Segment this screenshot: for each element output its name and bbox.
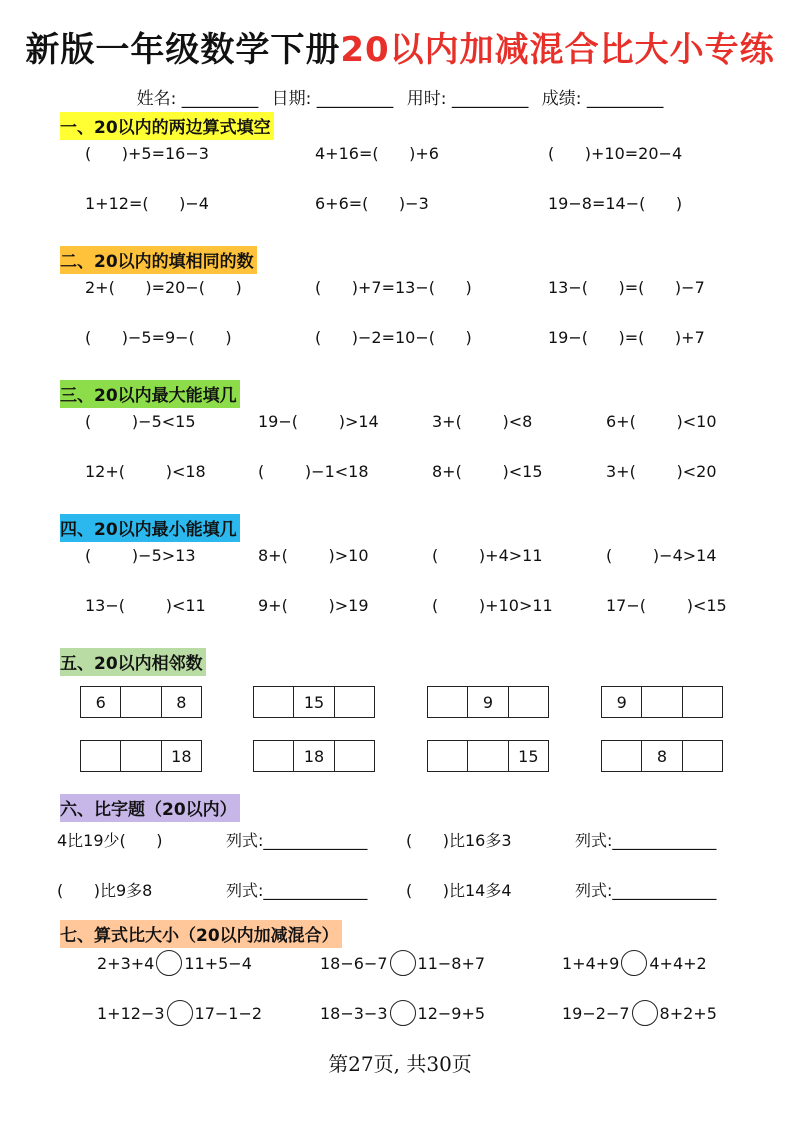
problem-row (0, 278, 800, 302)
number-box[interactable] (428, 687, 468, 717)
name-field[interactable]: 姓名: _________ (136, 89, 259, 109)
number-box[interactable] (254, 687, 294, 717)
neighbor-number-boxes (427, 686, 549, 718)
section-heading: 一、20以内的两边算式填空 (60, 112, 274, 140)
problem-item[interactable]: 9+( )>19 (258, 596, 369, 615)
compare-circle[interactable] (632, 1000, 658, 1026)
number-box[interactable] (642, 687, 682, 717)
problem-item[interactable]: 3+( )<8 (432, 412, 533, 431)
left-expression: 1+4+9 (562, 953, 620, 973)
problem-item[interactable]: ( )−5<15 (85, 412, 196, 431)
problem-item[interactable]: ( )−2=10−( ) (315, 328, 472, 347)
neighbor-number-boxes (601, 686, 723, 718)
problem-row (0, 328, 800, 352)
problem-item[interactable]: 19−8=14−( ) (548, 194, 683, 213)
problem-item[interactable]: ( )比16多3 (406, 831, 512, 850)
problem-item[interactable]: ( )+10=20−4 (548, 144, 683, 163)
number-box[interactable] (335, 741, 374, 771)
section-heading: 五、20以内相邻数 (60, 648, 206, 676)
number-box[interactable] (509, 687, 548, 717)
problem-item[interactable]: 13−( )=( )−7 (548, 278, 705, 297)
number-box[interactable] (683, 741, 722, 771)
problem-item[interactable]: ( )比9多8 (57, 881, 153, 900)
number-box: 9 (602, 687, 642, 717)
problem-row (0, 596, 800, 620)
student-info (0, 84, 800, 109)
problem-row (0, 828, 800, 852)
right-expression: 11−8+7 (417, 953, 486, 973)
problem-item[interactable]: ( )+4>11 (432, 546, 543, 565)
number-box: 9 (468, 687, 508, 717)
problem-item[interactable]: 4+16=( )+6 (315, 144, 439, 163)
neighbor-number-boxes (80, 740, 202, 772)
problem-item[interactable]: ( )−5=9−( ) (85, 328, 232, 347)
left-expression: 1+12−3 (97, 1003, 165, 1023)
problem-item[interactable]: 6+( )<10 (606, 412, 717, 431)
time-field[interactable]: 用时: _________ (406, 89, 529, 109)
neighbor-number-boxes (427, 740, 549, 772)
title-red: 20以内加减混合比大小专练 (340, 30, 775, 70)
problem-item[interactable]: 8+( )>10 (258, 546, 369, 565)
problem-item[interactable]: 列式:_____________ (226, 831, 368, 850)
section-heading: 七、算式比大小（20以内加减混合） (60, 920, 342, 948)
problem-item[interactable]: 3+( )<20 (606, 462, 717, 481)
problem-item[interactable]: 19−( )>14 (258, 412, 379, 431)
right-expression: 17−1−2 (194, 1003, 263, 1023)
problem-item[interactable]: ( )+10>11 (432, 596, 553, 615)
problem-item[interactable]: 2+( )=20−( ) (85, 278, 242, 297)
number-box: 18 (294, 741, 334, 771)
score-field[interactable]: 成绩: _________ (541, 89, 664, 109)
problem-item[interactable]: 列式:_____________ (226, 881, 368, 900)
left-expression: 18−3−3 (320, 1003, 388, 1023)
problem-item[interactable]: 4比19少( ) (57, 831, 163, 850)
problem-item[interactable]: 17−( )<15 (606, 596, 727, 615)
right-expression: 12−9+5 (417, 1003, 486, 1023)
problem-item[interactable]: ( )−1<18 (258, 462, 369, 481)
problem-item[interactable]: 8+( )<15 (432, 462, 543, 481)
compare-circle[interactable] (167, 1000, 193, 1026)
neighbor-number-boxes (253, 740, 375, 772)
left-expression: 2+3+4 (97, 953, 155, 973)
section-heading: 三、20以内最大能填几 (60, 380, 240, 408)
number-box[interactable] (254, 741, 294, 771)
section-heading: 四、20以内最小能填几 (60, 514, 240, 542)
date-field[interactable]: 日期: _________ (271, 89, 394, 109)
problem-item[interactable]: ( )+5=16−3 (85, 144, 209, 163)
number-box: 8 (176, 692, 187, 712)
number-box: 8 (642, 741, 682, 771)
number-box[interactable] (81, 741, 121, 771)
left-expression: 18−6−7 (320, 953, 388, 973)
problem-row (0, 194, 800, 218)
problem-item[interactable]: 列式:_____________ (575, 831, 717, 850)
comparison-item (97, 1000, 262, 1026)
number-box[interactable] (428, 741, 468, 771)
left-expression: 19−2−7 (562, 1003, 630, 1023)
problem-item[interactable]: 列式:_____________ (575, 881, 717, 900)
page-footer: 第27页, 共30页 (328, 1052, 472, 1076)
comparison-item (562, 950, 707, 976)
right-expression: 11+5−4 (184, 953, 252, 973)
problem-row (0, 412, 800, 436)
page-title (0, 22, 800, 71)
problem-item[interactable]: 13−( )<11 (85, 596, 206, 615)
compare-circle[interactable] (156, 950, 182, 976)
number-box[interactable] (602, 741, 642, 771)
problem-row (0, 546, 800, 570)
problem-row (0, 878, 800, 902)
right-expression: 8+2+5 (659, 1003, 717, 1023)
problem-item[interactable]: ( )−5>13 (85, 546, 196, 565)
right-expression: 4+4+2 (649, 953, 707, 973)
problem-row (0, 462, 800, 486)
problem-item[interactable]: ( )−4>14 (606, 546, 717, 565)
number-box[interactable] (335, 687, 374, 717)
number-box: 15 (518, 746, 539, 766)
number-box[interactable] (468, 741, 508, 771)
compare-circle[interactable] (390, 1000, 416, 1026)
number-box: 6 (81, 687, 121, 717)
compare-circle[interactable] (621, 950, 647, 976)
neighbor-number-boxes (253, 686, 375, 718)
title-black: 新版一年级数学下册 (25, 30, 341, 70)
number-box[interactable] (121, 741, 161, 771)
neighbor-number-boxes (601, 740, 723, 772)
problem-item[interactable]: 19−( )=( )+7 (548, 328, 705, 347)
problem-item[interactable]: 6+6=( )−3 (315, 194, 429, 213)
neighbor-number-boxes (80, 686, 202, 718)
number-box[interactable] (683, 687, 722, 717)
section-heading: 二、20以内的填相同的数 (60, 246, 257, 274)
number-box: 15 (294, 687, 334, 717)
problem-item[interactable]: ( )+7=13−( ) (315, 278, 472, 297)
comparison-item (562, 1000, 717, 1026)
comparison-item (320, 950, 485, 976)
comparison-item (320, 1000, 485, 1026)
number-box: 18 (171, 746, 192, 766)
section-heading: 六、比字题（20以内） (60, 794, 240, 822)
problem-row (0, 144, 800, 168)
problem-item[interactable]: ( )比14多4 (406, 881, 512, 900)
number-box[interactable] (121, 687, 161, 717)
problem-item[interactable]: 12+( )<18 (85, 462, 206, 481)
comparison-item (97, 950, 252, 976)
compare-circle[interactable] (390, 950, 416, 976)
problem-item[interactable]: 1+12=( )−4 (85, 194, 209, 213)
